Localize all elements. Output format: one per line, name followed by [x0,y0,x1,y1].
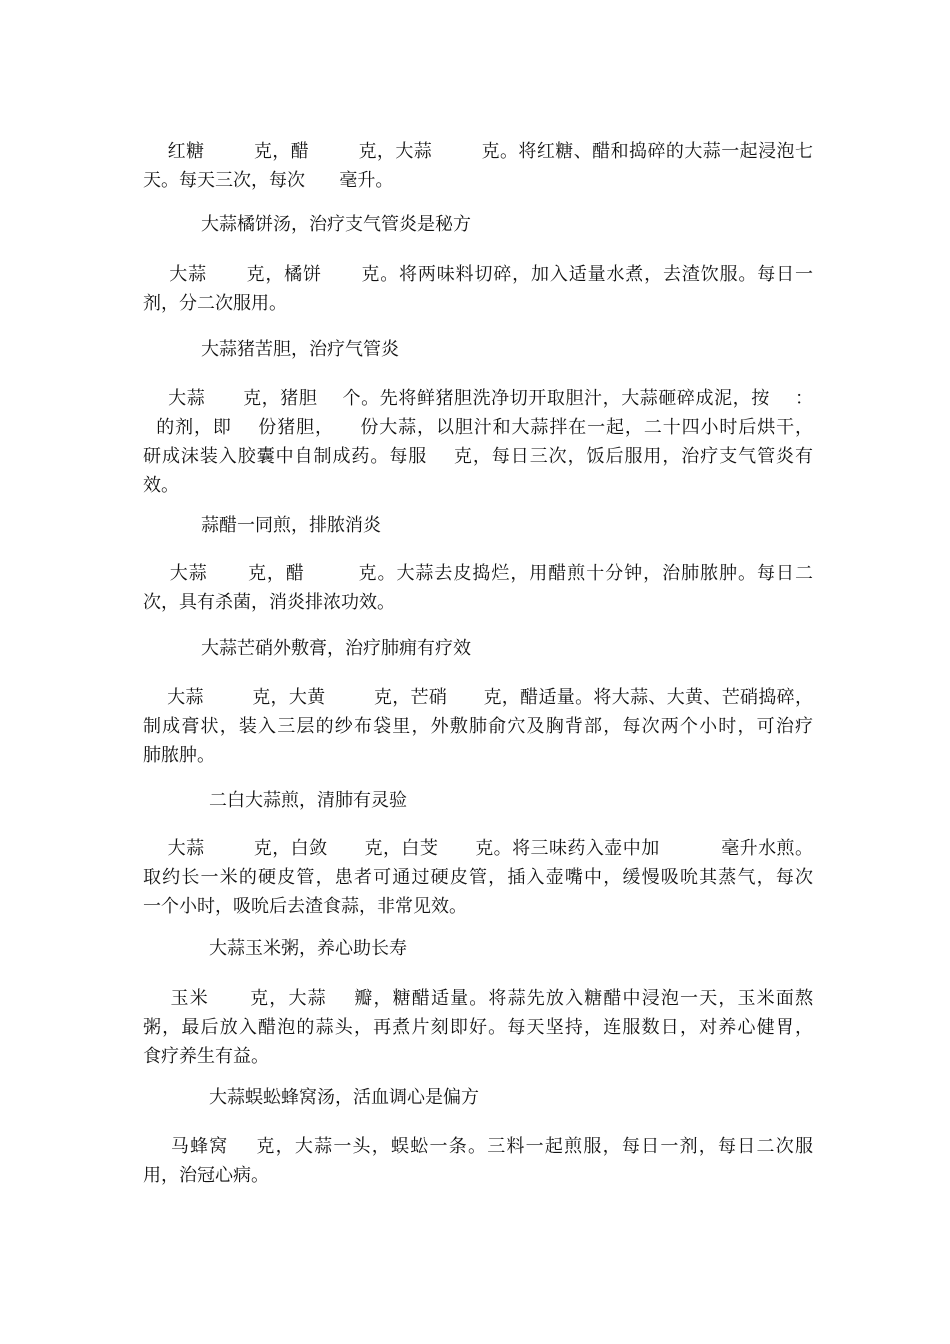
paragraph-line: 大蒜 克，大黄 克，芒硝 克，醋适量。将大蒜、大黄、芒硝捣碎， [143,687,813,708]
paragraph-line: 大蒜 克，猪胆 个。先将鲜猪胆洗净切开取胆汁，大蒜砸碎成泥，按 ： [143,388,813,409]
paragraph-line: 次，具有杀菌，消炎排浓功效。 [143,592,395,613]
paragraph-line: 马蜂窝 克，大蒜一头，蜈蚣一条。三料一起煎服，每日一剂，每日二次服 [143,1136,813,1157]
paragraph-garlic-pig-bile [143,384,813,500]
paragraph-line: 大蒜 克，橘饼 克。将两味料切碎，加入适量水煮，去渣饮服。每日一 [143,264,813,285]
paragraph-line: 玉米 克，大蒜 瓣，糖醋适量。将蒜先放入糖醋中浸泡一天，玉米面熬 [143,988,813,1009]
section-title: 大蒜玉米粥，养心助长寿 [209,938,407,959]
section-title: 二白大蒜煎，清肺有灵验 [209,790,407,811]
section-title: 大蒜芒硝外敷膏，治疗肺痈有疗效 [201,638,471,659]
paragraph-line: 食疗养生有益。 [143,1046,269,1067]
paragraph-line: 大蒜 克，醋 克。大蒜去皮捣烂，用醋煎十分钟，治肺脓肿。每日二 [143,563,813,584]
section-title: 大蒜蜈蚣蜂窝汤，活血调心是偏方 [209,1087,479,1108]
paragraph-line: 肺脓肿。 [143,745,215,766]
paragraph-brown-sugar-vinegar-garlic [143,137,813,195]
paragraph-line: 取约长一米的硬皮管，患者可通过硬皮管，插入壶嘴中，缓慢吸吮其蒸气，每次 [143,867,813,888]
paragraph-garlic-vinegar-decoction [143,559,813,617]
paragraph-line: 剂，分二次服用。 [143,293,287,314]
paragraph-garlic-corn-porridge [143,984,813,1071]
paragraph-garlic-centipede-hornet-nest [143,1132,813,1190]
paragraph-line: 制成膏状，装入三层的纱布袋里，外敷肺俞穴及胸背部，每次两个小时，可治疗 [143,716,813,737]
paragraph-line: 效。 [143,475,179,496]
paragraph-line: 大蒜 克，白敛 克，白芠 克。将三味药入壶中加 毫升水煎。 [143,838,813,859]
section-title: 大蒜橘饼汤，治疗支气管炎是秘方 [201,214,471,235]
paragraph-line: 粥，最后放入醋泡的蒜头，再煮片刻即好。每天坚持，连服数日，对养心健胃， [143,1017,813,1038]
paragraph-line: 研成沫装入胶囊中自制成药。每服 克，每日三次，饭后服用，治疗支气管炎有 [143,446,813,467]
section-title: 蒜醋一同煎，排脓消炎 [201,515,381,536]
paragraph-line: 红糖 克，醋 克，大蒜 克。将红糖、醋和捣碎的大蒜一起浸泡七 [143,141,813,162]
paragraph-garlic-orange-cake [143,260,813,318]
paragraph-garlic-mirabilite-paste [143,683,813,770]
paragraph-line: 用，治冠心病。 [143,1165,269,1186]
paragraph-line: 天。每天三次，每次 毫升。 [143,170,394,191]
paragraph-line: 的剂，即 份猪胆， 份大蒜，以胆汁和大蒜拌在一起，二十四小时后烘干， [143,417,813,438]
paragraph-two-white-garlic [143,834,813,921]
section-title: 大蒜猪苦胆，治疗气管炎 [201,339,399,360]
paragraph-line: 一个小时，吸吮后去渣食蒜，非常见效。 [143,896,467,917]
